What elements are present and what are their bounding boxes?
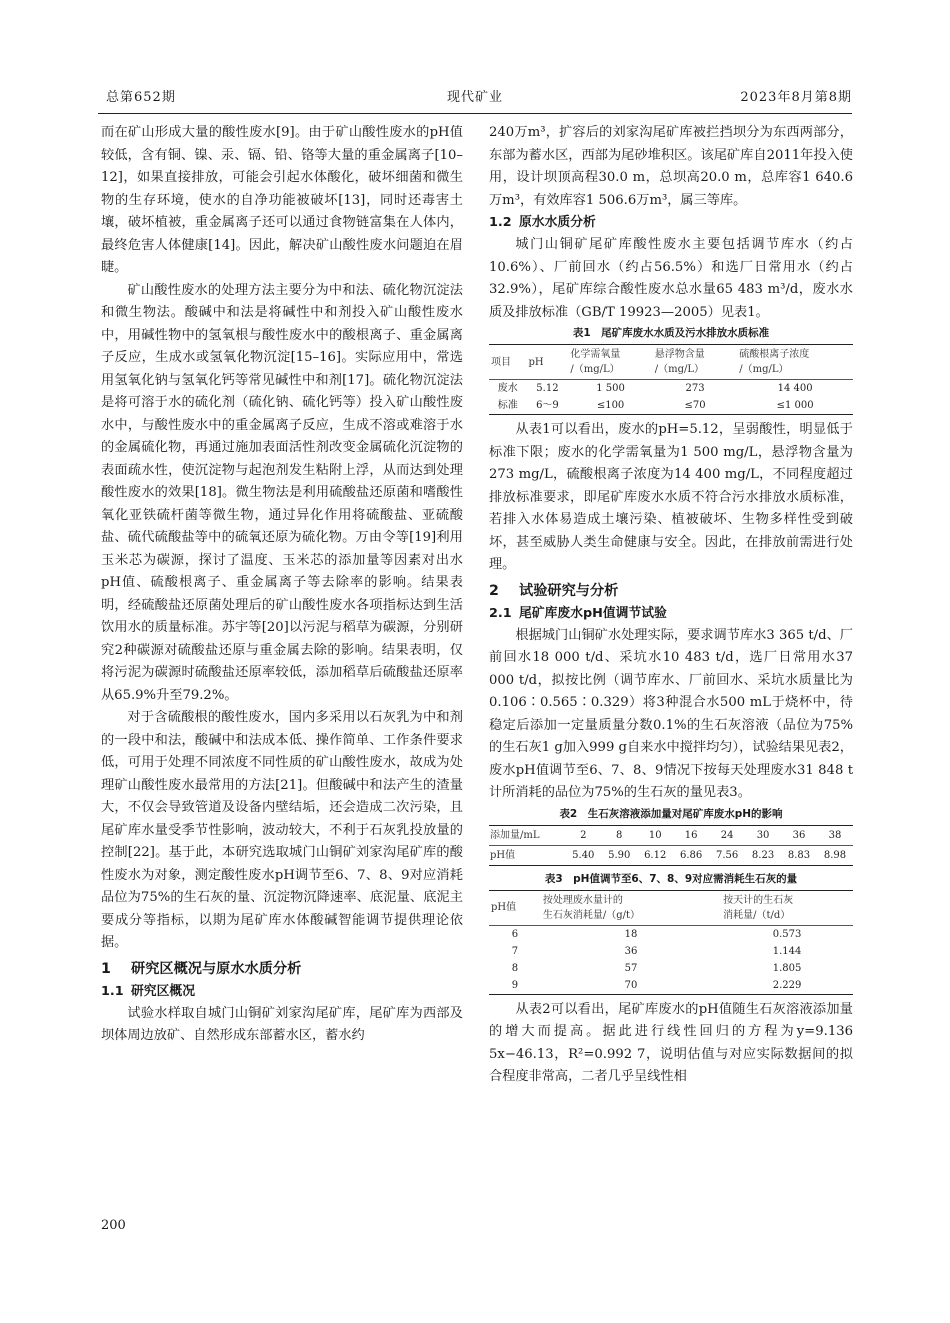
table-3: [489, 890, 853, 995]
section-heading-1-1: 1.1 研究区概况: [101, 983, 195, 999]
section-heading-1-2: 1.2 原水水质分析: [489, 215, 596, 230]
journal-name: 现代矿业: [446, 90, 503, 105]
paragraph: 试验水样取自城门山铜矿刘家沟尾矿库，尾矿库为西部及坝体周边放矿、自然形成东部蓄水区，蓄水约: [101, 1005, 463, 1043]
table-row: 7 36 1.144: [511, 945, 802, 957]
issue-total: 总第652期: [106, 90, 176, 105]
section-heading-1: 1 研究区概况与原水水质分析: [101, 960, 302, 977]
table-row: 8 57 1.805: [511, 962, 802, 974]
paragraph: 根据城门山铜矿水处理实际，要求调节库水3 365 t/d、厂前回水18 000 t/d、采坑水10 483 t/d，选厂日常用水37 000 t/d，拟按比例（调节库水、厂前回水、采坑水质量比为0.106∶0.565∶0.329）将3种混合水500 mL于烧杯中，待稳定后添加一定量质量分数0.1%的生石灰溶液（品位为75%的生石灰1 g加入999 g自来水中搅拌均匀），试验结果见表2，废水pH值调节至6、7、8、9情况下按每天处理废水31 848 t计所消耗的品位为75%的生石灰的量见表3。: [489, 627, 853, 800]
table-header: 化学需氧量 /（mg/L）: [568, 345, 652, 380]
left-column: [101, 122, 463, 1048]
running-header: [98, 86, 852, 110]
table-row: 6 18 0.573: [511, 928, 802, 940]
paragraph: 对于含硫酸根的酸性废水，国内多采用以石灰乳为中和剂的一段中和法，酸碱中和法成本低、操作简单、工作条件要求低，可用于处理不同浓度不同性质的矿山酸性废水，故成为处理矿山酸性废水最常用的方法[21]。但酸碱中和法产生的渣量大，不仅会导致管道及设备内壁结垢，还会造成二次污染，且尾矿库水量受季节性影响，波动较大，不利于石灰乳投放量的控制[22]。基于此，本研究选取城门山铜矿刘家沟尾矿库的酸性废水为对象，测定酸性废水pH调节至6、7、8、9对应消耗品位为75%的生石灰的量、沉淀物沉降速率、底泥量、底泥主要成分等指标，以期为尾矿库水体酸碱智能调节提供理论依据。: [101, 710, 463, 950]
section-heading-2: 2 试验研究与分析: [489, 582, 619, 599]
paragraph: 从表2可以看出，尾矿库废水的pH值随生石灰溶液添加量的增大而提高。据此进行线性回归的方程为y=9.136 5x−46.13，R²=0.992 7，说明估值与对应实际数据间的拟合程度非常高，二者几乎呈线性相: [489, 1001, 853, 1084]
table-row: pH值 5.40 5.90 6.12 6.86 7.56 8.23 8.83 8.98: [489, 845, 853, 865]
table-2: [489, 825, 853, 866]
table-header: 按天计的生石灰 消耗量/（t/d）: [721, 890, 853, 925]
table-2-caption: 表2 生石灰溶液添加量对尾矿库废水pH的影响: [559, 807, 783, 820]
table-header: pH: [527, 345, 569, 380]
table-header: 按处理废水量计的 生石灰消耗量/（g/t）: [541, 890, 721, 925]
table-row: 废水 5.12 1 500 273 14 400: [497, 383, 813, 394]
paragraph: 矿山酸性废水的处理方法主要分为中和法、硫化物沉淀法和微生物法。酸碱中和法是将碱性中和剂投入矿山酸性废水中，用碱性物中的氢氧根与酸性废水中的酸根离子、重金属离子反应，生成水或氢氧化物沉淀[15–16]。实际应用中，常选用氢氧化钠与氢氧化钙等常见碱性中和剂[17]。硫化物沉淀法是将可溶于水的硫化剂（硫化钠、硫化钙等）投入矿山酸性废水中，与酸性废水中的重金属离子反应，生成不溶或难溶于水的金属硫化物，再通过施加表面活性剂改变金属硫化沉淀物的表面疏水性，使沉淀物与起泡剂发生粘附上浮，从而达到处理酸性废水的效果[18]。微生物法是利用硫酸盐还原菌和嗜酸性氧化亚铁硫杆菌等微生物，通过异化作用将硫酸盐、亚硫酸盐、硫代硫酸盐等中的硫氧还原为硫化物。万由令等[19]利用玉米芯为碳源，探讨了温度、玉米芯的添加量等因素对出水pH值、硫酸根离子、重金属离子等去除率的影响。结果表明，经硫酸盐还原菌处理后的矿山酸性废水各项指标达到生活饮用水的质量标准。苏宇等[20]以污泥与稻草为碳源，分别研究2种碳源对硫酸盐还原与重金属去除的影响。结果表明，仅将污泥为碳源时硫酸盐还原率较低，添加稻草后硫酸盐还原率从65.9%升至79.2%。: [101, 282, 463, 703]
table-header: 悬浮物含量 /（mg/L）: [653, 345, 737, 380]
table-row: 9 70 2.229: [489, 977, 853, 995]
header-rule: [98, 113, 852, 114]
paragraph: 从表1可以看出，废水的pH=5.12，呈弱酸性，明显低于标准下限；废水的化学需氧量为1 500 mg/L，悬浮物含量为273 mg/L，硫酸根离子浓度为14 400 mg/L，不同程度超过排放标准要求，即尾矿库废水水质不符合污水排放水质标准，若排入水体易造成土壤污染、植被破坏、生物多样性受到破坏，甚至威胁人类生命健康与安全。因此，在排放前需进行处理。: [489, 422, 853, 572]
table-3-caption: 表3 pH值调节至6、7、8、9对应需消耗生石灰的量: [544, 872, 798, 885]
right-column: [489, 122, 853, 1089]
issue-date: 2023年8月第8期: [740, 90, 852, 105]
paragraph: 城门山铜矿尾矿库酸性废水主要包括调节库水（约占10.6%）、厂前回水（约占56.5%）和选厂日常用水（约占32.9%），尾矿库综合酸性废水总水量65 483 m³/d，废水水质及排放标准（GB/T 19923—2005）见表1。: [489, 237, 853, 320]
paragraph: 240万m³，扩容后的刘家沟尾矿库被拦挡坝分为东西两部分，东部为蓄水区，西部为尾砂堆积区。该尾矿库自2011年投入使用，设计坝顶高程30.0 m，总坝高20.0 m，总库容1 640.6万m³，有效库容1 506.6万m³，属三等库。: [489, 125, 853, 208]
table-row: 添加量/mL 2 8 10 16 24 30 36 38: [489, 825, 853, 845]
table-header: 项目: [489, 345, 527, 380]
table-header: pH值: [489, 890, 541, 925]
table-1-caption: 表1 尾矿库废水水质及污水排放水质标准: [572, 327, 770, 339]
table-1: [489, 344, 853, 415]
paragraph: 而在矿山形成大量的酸性废水[9]。由于矿山酸性废水的pH值较低，含有铜、镍、汞、镉、铅、铬等大量的重金属离子[10–12]，如果直接排放，可能会引起水体酸化，破坏细菌和微生物的生存环境，使水的自净功能被破坏[13]，同时还毒害土壤，破坏植被，重金属离子还可以通过食物链富集在人体内，最终危害人体健康[14]。因此，解决矿山酸性废水问题迫在眉睫。: [101, 125, 463, 275]
page-number: 200: [101, 1218, 126, 1233]
section-heading-2-1: 2.1 尾矿库废水pH值调节试验: [489, 605, 667, 621]
table-header: 硫酸根离子浓度 /（mg/L）: [737, 345, 853, 380]
table-row: 标准 6～9 ≤100 ≤70 ≤1 000: [489, 397, 853, 415]
